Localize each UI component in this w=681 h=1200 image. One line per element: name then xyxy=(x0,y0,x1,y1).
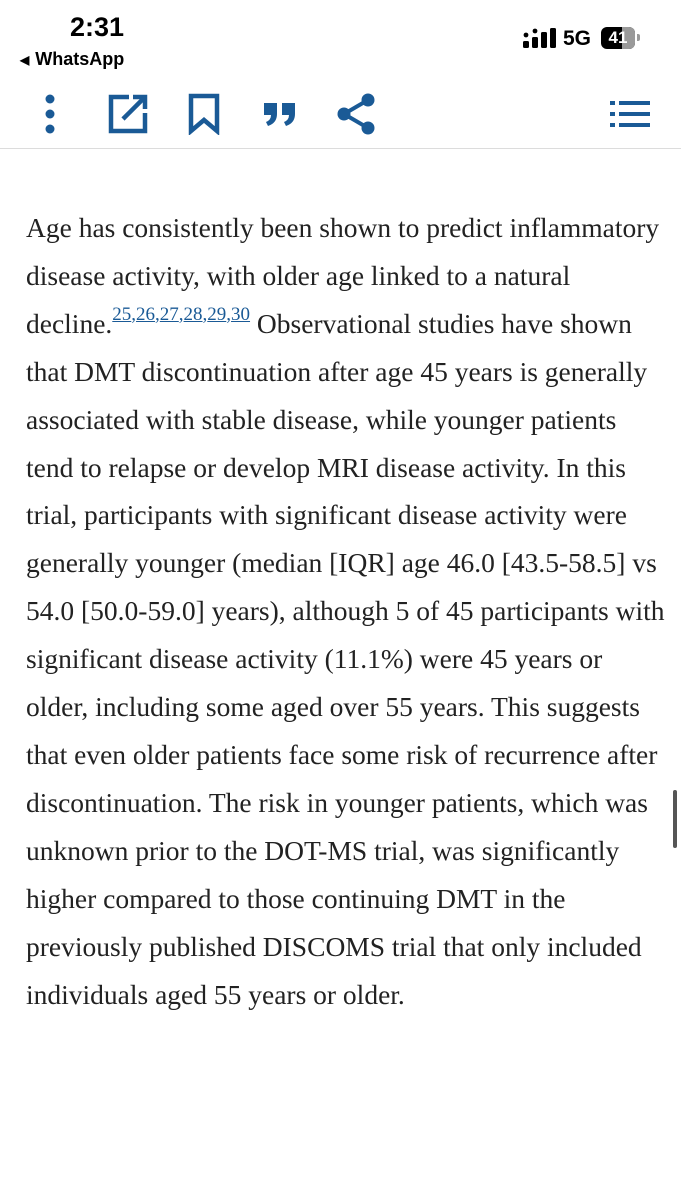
quote-icon xyxy=(263,101,297,127)
ref-link-25[interactable]: 25 xyxy=(112,303,132,325)
open-external-icon xyxy=(107,93,149,135)
signal-icon xyxy=(523,28,559,48)
scrollbar[interactable] xyxy=(673,790,677,848)
table-of-contents-button[interactable] xyxy=(606,90,654,138)
back-app-label: WhatsApp xyxy=(35,49,125,69)
ref-link-27[interactable]: 27 xyxy=(159,303,179,325)
ref-link-28[interactable]: 28 xyxy=(183,303,203,325)
bookmark-icon xyxy=(187,93,221,135)
ref-link-30[interactable]: 30 xyxy=(231,303,251,325)
bookmark-button[interactable] xyxy=(180,90,228,138)
list-icon xyxy=(610,101,650,127)
more-vertical-icon xyxy=(44,94,56,134)
battery-level: 41 xyxy=(608,28,628,47)
open-external-button[interactable] xyxy=(104,90,152,138)
cite-button[interactable] xyxy=(256,90,304,138)
share-icon xyxy=(334,92,378,136)
reference-links: 25,26,27,28,29,30 xyxy=(112,303,251,325)
article-paragraph xyxy=(26,204,666,1018)
article-toolbar xyxy=(0,82,681,149)
back-caret-icon: ◀ xyxy=(20,52,30,67)
paragraph-text-1: Age has consistently been shown to predict inflammatory disease activity, with older age linked to a natural decline. xyxy=(26,212,660,339)
back-to-app-button[interactable] xyxy=(20,49,124,70)
status-bar xyxy=(0,0,681,80)
ref-link-29[interactable]: 29 xyxy=(207,303,227,325)
network-type: 5G xyxy=(563,27,592,50)
paragraph-text-2: Observational studies have shown that DMT discontinuation after age 45 years is generally associated with stable disease, while younger patients tend to relapse or develop MRI disease activity. In this trial, participants with significant disease activity were generally younger (median [IQR] age 46.0 [43.5-58.5] vs 54.0 [50.0-59.0] years), although 5 of 45 participants with significant disease activity (11.1%) were 45 years or older, including some aged over 55 years. This suggests that even older patients face some risk of recurrence after discontinuation. The risk in younger patients, which was unknown prior to the DOT-MS trial, was significantly higher compared to those continuing DMT in the previously published DISCOMS trial that only included individuals aged 55 years or older. xyxy=(26,307,665,1010)
status-time: 2:31 xyxy=(70,12,125,42)
more-options-button[interactable] xyxy=(26,90,74,138)
battery-icon xyxy=(601,27,635,49)
share-button[interactable] xyxy=(332,90,380,138)
battery-nub xyxy=(637,34,640,41)
status-indicators xyxy=(481,26,681,56)
ref-link-26[interactable]: 26 xyxy=(136,303,156,325)
